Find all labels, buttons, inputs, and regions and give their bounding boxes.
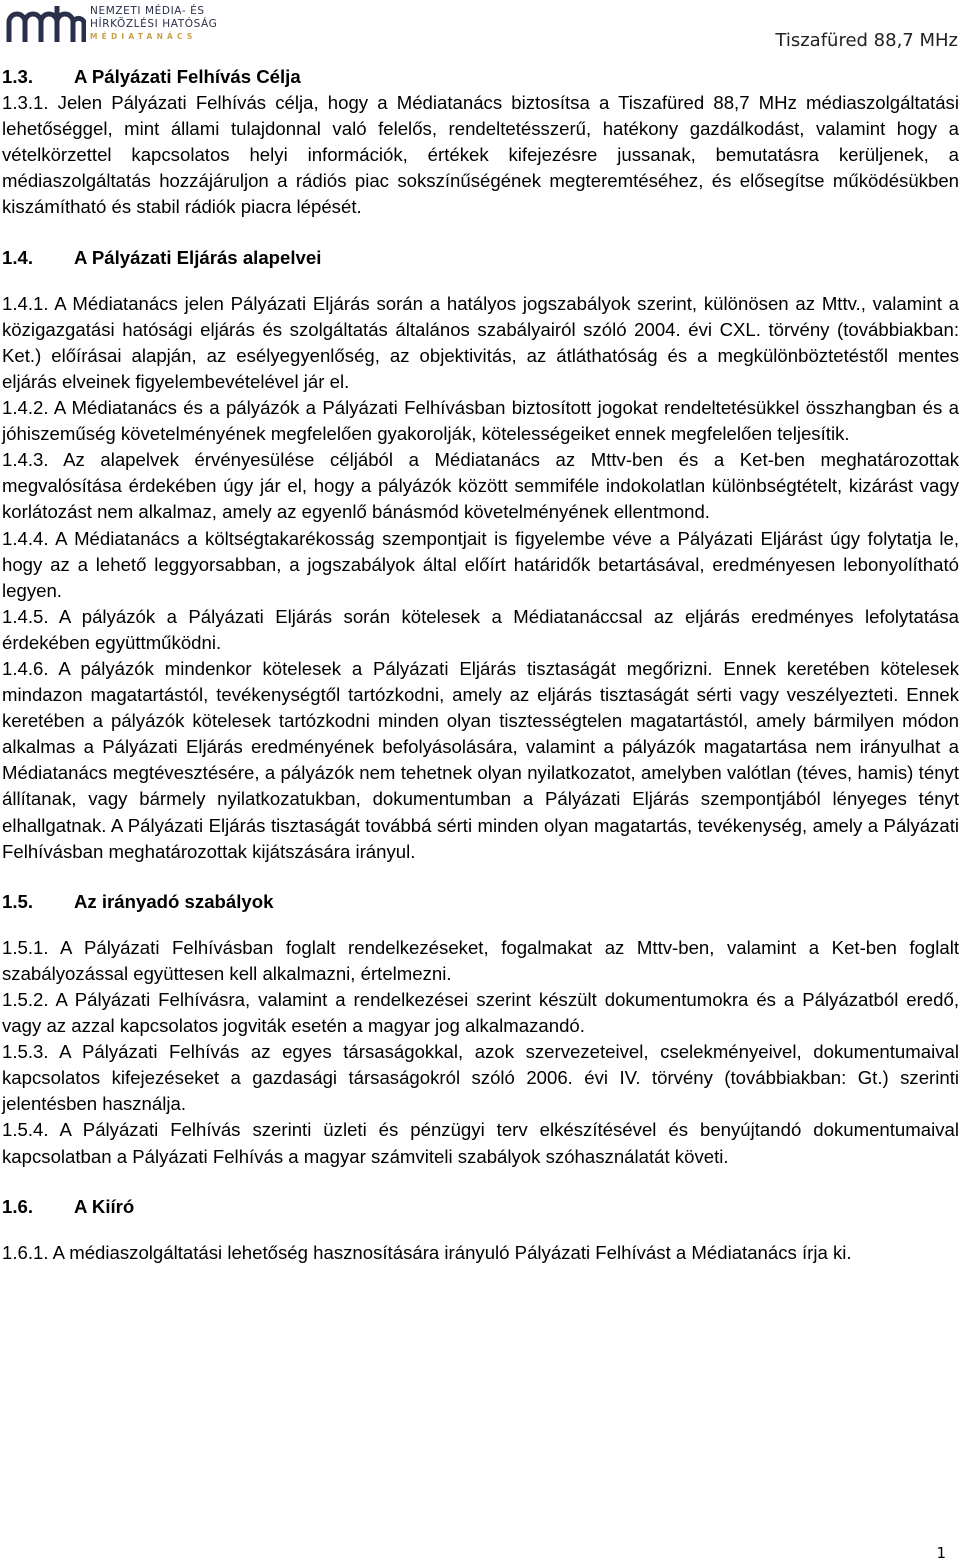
paragraph-1-5-3: 1.5.3. A Pályázati Felhívás az egyes társaságokkal, azok szervezeteivel, cselekményeivel, dokumentumaival kapcsolatos kifejezéseket a gazdasági társaságokról szóló 2006. évi IV. törvény (továbbiakban: Gt.) szerinti jelentésben használja. [2, 1041, 959, 1115]
section-heading-1-5 [2, 889, 959, 915]
logo-text-line3: MÉDIATANÁCS [90, 32, 197, 41]
section-title: Az irányadó szabályok [74, 890, 274, 912]
paragraph-1-4-2: 1.4.2. A Médiatanács és a pályázók a Pályázati Felhívásban biztosított jogokat rendeltetésükkel összhangban és a jóhiszeműség követelményének megfelelően gyakorolják, kötelességeiket ennek megfelelően teljesítik. [2, 397, 959, 445]
logo-text-line1: NEMZETI MÉDIA- ÉS [90, 5, 205, 17]
document-content [2, 64, 959, 1266]
section-number: 1.4. [2, 246, 34, 268]
page-number: 1 [936, 1544, 946, 1562]
paragraph-1-5-2: 1.5.2. A Pályázati Felhívásra, valamint a rendelkezései szerint készült dokumentumokra és a Pályázatból eredő, vagy az azzal kapcsolatos jogviták esetén a magyar jog alkalmazandó. [2, 989, 959, 1037]
paragraph-1-5-4: 1.5.4. A Pályázati Felhívás szerinti üzleti és pénzügyi terv elkészítésével és benyújtandó dokumentumaival kapcsolatban a Pályázati Felhívás a magyar számviteli szabályok szóhasználatát követi. [2, 1119, 959, 1167]
paragraph-1-3-1: 1.3.1. Jelen Pályázati Felhívás célja, hogy a Médiatanács biztosítsa a Tiszafüred 88,7 MHz médiaszolgáltatási lehetőséggel, mint állami tulajdonnal való felelős, rendeltetésszerű, hatékony gazdálkodást, valamint hogy a vételkörzettel kapcsolatos helyi információk, értékek kifejezésre jussanak, bemutatásra kerüljenek, a médiaszolgáltatás hozzájáruljon a rádiós piac sokszínűségének megteremtéséhez, és elősegítse működésükben kiszámítható és stabil rádiók piacra lépését. [2, 92, 959, 218]
paragraph-1-4-5: 1.4.5. A pályázók a Pályázati Eljárás során kötelesek a Médiatanáccsal az eljárás eredményes lefolytatása érdekében együttműködni. [2, 605, 959, 653]
paragraph-1-5-1: 1.5.1. A Pályázati Felhívásban foglalt rendelkezéseket, fogalmakat az Mttv-ben, valamint a Ket-ben foglalt szabályozással együttesen kell alkalmazni, értelmezni. [2, 936, 959, 984]
logo-text-line2: HÍRKÖZLÉSI HATÓSÁG [90, 18, 218, 30]
paragraph-1-4-4: 1.4.4. A Médiatanács a költségtakarékosság szempontjait is figyelembe véve a Pályázati Eljárást úgy folytatja le, hogy az a lehető leggyorsabban, a jogszabályok által előírt határidők betartásával, eredményesen lebonyolítható legyen. [2, 527, 959, 601]
section-heading-1-3 [2, 64, 959, 90]
paragraph-1-4-6: 1.4.6. A pályázók mindenkor kötelesek a Pályázati Eljárás tisztaságát megőrizni. Ennek keretében kötelesek mindazon magatartástól, tevékenységtől tartózkodni, amely az eljárás tisztaságát sérti vagy veszélyezteti. Ennek keretében a pályázók kötelesek tartózkodni minden olyan tisztességtelen magatartástól, amely bármilyen módon alkalmas a Pályázati Eljárás eredményének befolyásolására, valamint a pályázók magatartása nem irányulhat a Médiatanács megtévesztésére, a pályázók nem tehetnek olyan nyilatkozatot, amelyben valótlan (téves, hamis) tényt állítanak, vagy bármely nyilatkozatukban, dokumentumban a Pályázati Eljárás szempontjából lényeges tényt elhallgatnak. A Pályázati Eljárás tisztaságát továbbá sérti minden olyan magatartás, tevékenység, amely a Pályázati Felhívásban meghatározottak kijátszására irányul. [2, 657, 959, 862]
paragraph-1-6-1: 1.6.1. A médiaszolgáltatási lehetőség hasznosítására irányuló Pályázati Felhívást a Médiatanács írja ki. [2, 1241, 852, 1263]
paragraph-1-4-1: 1.4.1. A Médiatanács jelen Pályázati Eljárás során a hatályos jogszabályok szerint, különösen az Mttv., valamint a közigazgatási hatósági eljárás és szolgáltatás általános szabályairól szóló 2004. évi CXL. törvény (továbbiakban: Ket.) előírásai alapján, az esélyegyenlőség, az objektivitás, az átláthatóság és a megkülönböztetéstől mentes eljárás elveinek figyelembevételével jár el. [2, 292, 959, 392]
section-number: 1.3. [2, 66, 34, 87]
nmhh-logo [6, 2, 236, 44]
paragraph-1-4-3: 1.4.3. Az alapelvek érvényesülése céljából a Médiatanács az Mttv-ben és a Ket-ben meghatározottak megvalósítása érdekében úgy jár el, hogy a pályázók között semmiféle indokolatlan különbségtételt, kizárást vagy korlátozást nem alkalmaz, amely az egyenlő bánásmód követelményének ellentmond. [2, 449, 959, 523]
section-heading-1-4 [2, 245, 959, 271]
header-frequency-title: Tiszafüred 88,7 MHz [775, 30, 958, 51]
nmhh-logo-mark-icon [6, 2, 86, 44]
section-title: A Kiíró [74, 1195, 135, 1217]
section-number: 1.5. [2, 890, 34, 912]
section-heading-1-6 [2, 1194, 959, 1220]
section-title: A Pályázati Eljárás alapelvei [74, 246, 322, 268]
section-title: A Pályázati Felhívás Célja [74, 66, 301, 87]
section-number: 1.6. [2, 1195, 34, 1217]
